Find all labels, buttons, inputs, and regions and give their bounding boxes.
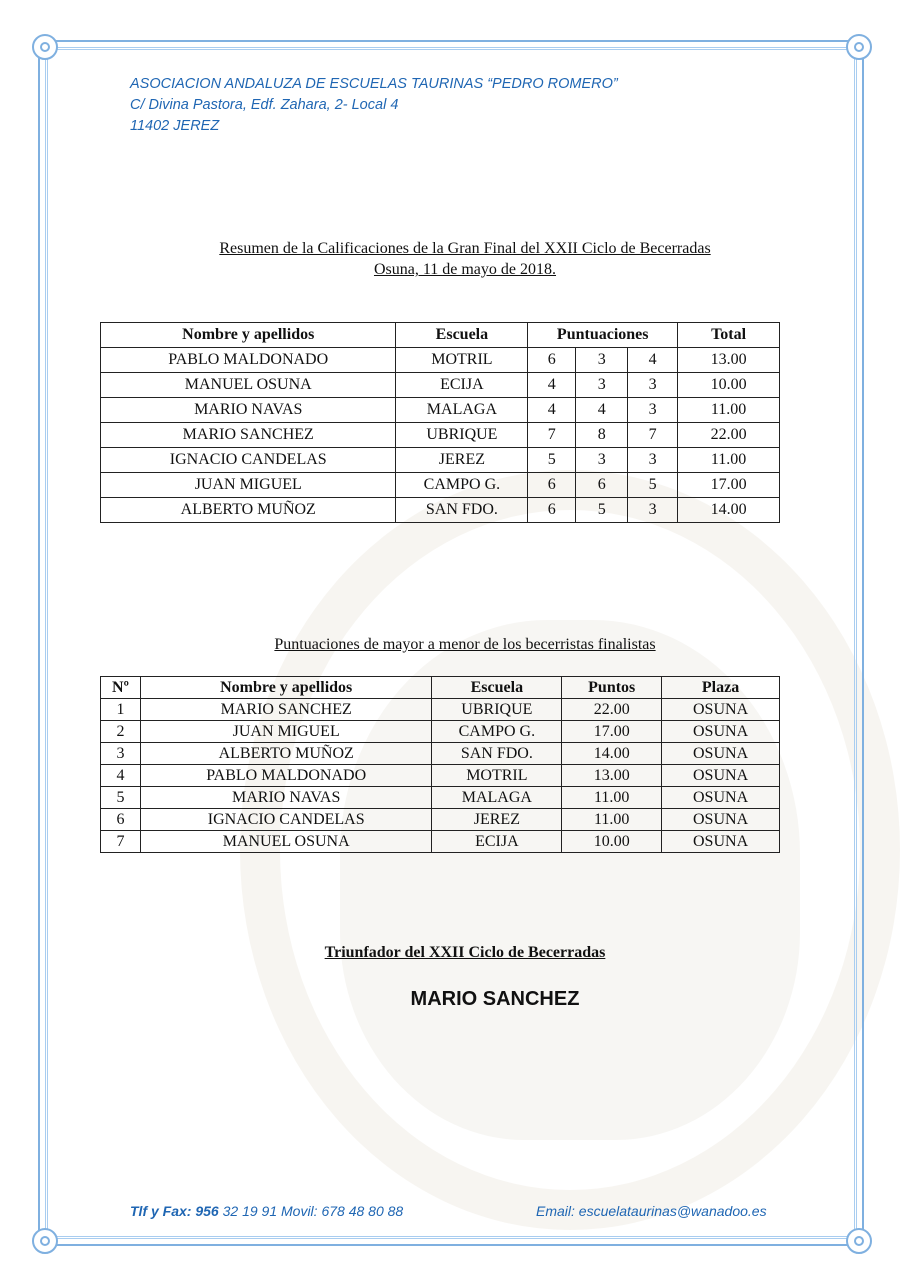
cell-plaza: OSUNA [662, 787, 780, 809]
cell-points: 13.00 [562, 765, 662, 787]
cell-school: ECIJA [432, 831, 562, 853]
cell-name: MARIO NAVAS [101, 398, 396, 423]
cell-score: 5 [576, 498, 628, 523]
cell-plaza: OSUNA [662, 721, 780, 743]
cell-score: 7 [528, 423, 576, 448]
col-school: Escuela [432, 677, 562, 699]
cell-school: JEREZ [432, 809, 562, 831]
col-name: Nombre y apellidos [101, 323, 396, 348]
table-row [101, 423, 780, 448]
table-row [101, 398, 780, 423]
association-name: ASOCIACION ANDALUZA DE ESCUELAS TAURINAS “PEDRO ROMERO” [130, 76, 618, 92]
cell-school: ECIJA [396, 373, 528, 398]
table-row [101, 765, 780, 787]
cell-score: 4 [528, 398, 576, 423]
col-name: Nombre y apellidos [140, 677, 432, 699]
table-row [101, 699, 780, 721]
summary-title: Resumen de la Calificaciones de la Gran Final del XXII Ciclo de Becerradas [219, 240, 711, 257]
cell-total: 13.00 [678, 348, 780, 373]
cell-plaza: OSUNA [662, 699, 780, 721]
winner-label: Triunfador del XXII Ciclo de Becerradas [324, 944, 606, 961]
cell-school: SAN FDO. [396, 498, 528, 523]
footer-phone-numbers: 32 19 91 Movil: 678 48 80 88 [222, 1203, 404, 1219]
cell-score: 4 [528, 373, 576, 398]
footer-phone-prefix: 956 [195, 1203, 219, 1219]
cell-name: JUAN MIGUEL [101, 473, 396, 498]
corner-ornament-icon [32, 1228, 58, 1254]
table-row [101, 473, 780, 498]
col-total: Total [678, 323, 780, 348]
cell-total: 22.00 [678, 423, 780, 448]
cell-school: MALAGA [432, 787, 562, 809]
cell-score: 6 [576, 473, 628, 498]
cell-score: 3 [576, 373, 628, 398]
cell-score: 3 [576, 448, 628, 473]
cell-name: ALBERTO MUÑOZ [101, 498, 396, 523]
cell-number: 2 [101, 721, 141, 743]
cell-score: 5 [528, 448, 576, 473]
table-row [101, 743, 780, 765]
col-number: Nº [101, 677, 141, 699]
table-row [101, 809, 780, 831]
col-scores: Puntuaciones [528, 323, 678, 348]
association-address: C/ Divina Pastora, Edf. Zahara, 2- Local 4 [130, 97, 399, 113]
col-school: Escuela [396, 323, 528, 348]
cell-total: 17.00 [678, 473, 780, 498]
footer-phone [130, 1203, 403, 1219]
cell-number: 7 [101, 831, 141, 853]
corner-ornament-icon [32, 34, 58, 60]
cell-plaza: OSUNA [662, 743, 780, 765]
cell-points: 14.00 [562, 743, 662, 765]
cell-name: ALBERTO MUÑOZ [140, 743, 432, 765]
cell-plaza: OSUNA [662, 765, 780, 787]
cell-school: MALAGA [396, 398, 528, 423]
cell-school: JEREZ [396, 448, 528, 473]
cell-points: 11.00 [562, 787, 662, 809]
cell-number: 6 [101, 809, 141, 831]
cell-score: 7 [628, 423, 678, 448]
cell-school: CAMPO G. [432, 721, 562, 743]
cell-number: 4 [101, 765, 141, 787]
cell-total: 11.00 [678, 448, 780, 473]
cell-total: 11.00 [678, 398, 780, 423]
cell-score: 5 [628, 473, 678, 498]
table-row [101, 448, 780, 473]
summary-header-row [101, 323, 780, 348]
footer-phone-label: Tlf y Fax: [130, 1203, 192, 1219]
cell-total: 14.00 [678, 498, 780, 523]
cell-name: MANUEL OSUNA [101, 373, 396, 398]
table-row [101, 787, 780, 809]
cell-score: 4 [576, 398, 628, 423]
cell-school: CAMPO G. [396, 473, 528, 498]
cell-name: IGNACIO CANDELAS [101, 448, 396, 473]
cell-score: 3 [628, 448, 678, 473]
cell-plaza: OSUNA [662, 831, 780, 853]
letterhead [130, 74, 618, 137]
cell-school: UBRIQUE [432, 699, 562, 721]
cell-plaza: OSUNA [662, 809, 780, 831]
table-row [101, 721, 780, 743]
cell-points: 17.00 [562, 721, 662, 743]
cell-points: 22.00 [562, 699, 662, 721]
cell-points: 11.00 [562, 809, 662, 831]
footer-email: Email: escuelataurinas@wanadoo.es [536, 1203, 767, 1219]
cell-score: 4 [628, 348, 678, 373]
cell-score: 8 [576, 423, 628, 448]
cell-school: MOTRIL [432, 765, 562, 787]
summary-table [100, 322, 780, 523]
winner-name: MARIO SANCHEZ [410, 988, 580, 1010]
corner-ornament-icon [846, 34, 872, 60]
cell-name: MARIO SANCHEZ [101, 423, 396, 448]
cell-score: 3 [576, 348, 628, 373]
ranking-title: Puntuaciones de mayor a menor de los becerristas finalistas [274, 636, 656, 653]
cell-name: IGNACIO CANDELAS [140, 809, 432, 831]
cell-score: 3 [628, 398, 678, 423]
ranking-header-row [101, 677, 780, 699]
cell-name: PABLO MALDONADO [101, 348, 396, 373]
cell-score: 6 [528, 473, 576, 498]
table-row [101, 498, 780, 523]
cell-school: MOTRIL [396, 348, 528, 373]
cell-score: 6 [528, 498, 576, 523]
cell-name: MANUEL OSUNA [140, 831, 432, 853]
cell-points: 10.00 [562, 831, 662, 853]
association-city: 11402 JEREZ [130, 118, 220, 134]
cell-school: SAN FDO. [432, 743, 562, 765]
cell-total: 10.00 [678, 373, 780, 398]
cell-score: 3 [628, 498, 678, 523]
table-row [101, 373, 780, 398]
table-row [101, 348, 780, 373]
cell-number: 1 [101, 699, 141, 721]
cell-number: 5 [101, 787, 141, 809]
cell-name: MARIO SANCHEZ [140, 699, 432, 721]
col-plaza: Plaza [662, 677, 780, 699]
col-points: Puntos [562, 677, 662, 699]
cell-number: 3 [101, 743, 141, 765]
cell-score: 6 [528, 348, 576, 373]
cell-name: JUAN MIGUEL [140, 721, 432, 743]
cell-school: UBRIQUE [396, 423, 528, 448]
corner-ornament-icon [846, 1228, 872, 1254]
table-row [101, 831, 780, 853]
cell-name: PABLO MALDONADO [140, 765, 432, 787]
cell-name: MARIO NAVAS [140, 787, 432, 809]
cell-score: 3 [628, 373, 678, 398]
summary-subtitle: Osuna, 11 de mayo de 2018. [373, 261, 557, 278]
ranking-table [100, 676, 780, 853]
